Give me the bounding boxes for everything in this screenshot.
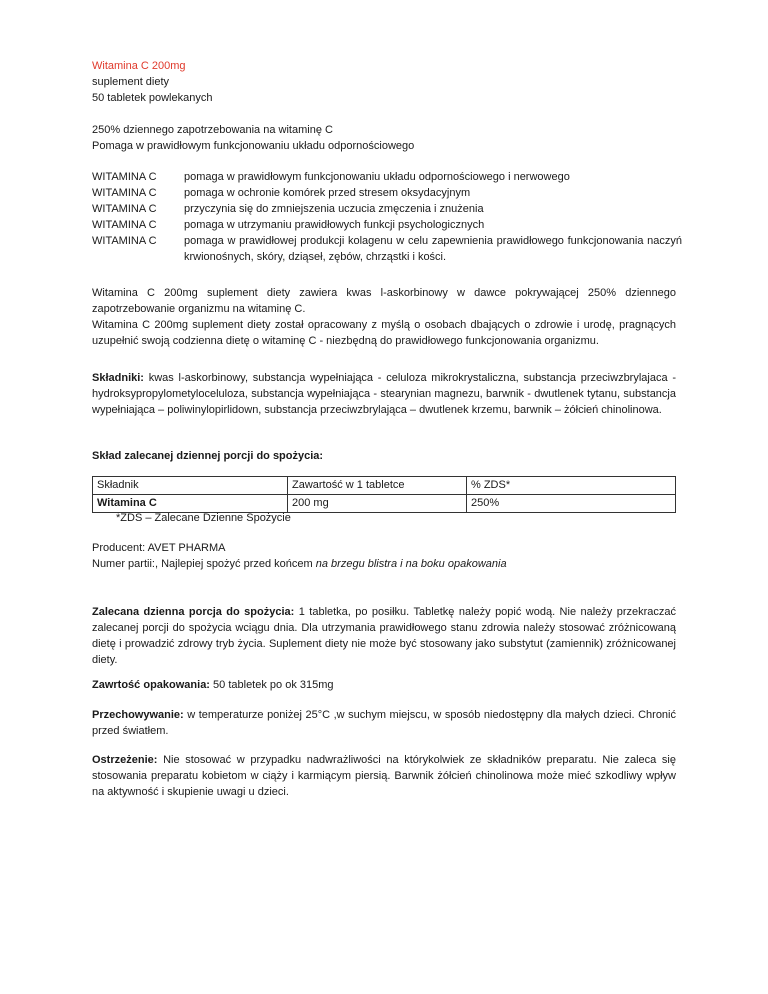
- batch-text: Numer partii:, Najlepiej spożyć przed końcem: [92, 558, 316, 570]
- table-cell: Witamina C: [93, 495, 288, 513]
- claim-row: [92, 169, 682, 185]
- claim-text: pomaga w ochronie komórek przed stresem oksydacyjnym: [184, 187, 471, 199]
- table-cell: 200 mg: [288, 495, 467, 513]
- intro-line-1: 250% dziennego zapotrzebowania na witaminę C: [92, 124, 333, 136]
- table-footnote: *ZDS – Zalecane Dzienne Spożycie: [116, 512, 291, 524]
- package-info: 50 tabletek powlekanych: [92, 92, 213, 104]
- product-name: Witamina C 200mg: [92, 60, 186, 72]
- composition-table: [92, 476, 676, 513]
- claim-row: [92, 233, 682, 265]
- contents-text: 50 tabletek po ok 315mg: [209, 679, 334, 691]
- description: [92, 285, 676, 349]
- dosage-label: Zalecana dzienna porcja do spożycia:: [92, 606, 295, 618]
- batch-location: na brzegu blistra i na boku opakowania: [315, 558, 507, 570]
- claim-label: WITAMINA C: [92, 187, 157, 199]
- claim-label: WITAMINA C: [92, 203, 157, 215]
- table-header-cell: % ZDS*: [467, 477, 676, 495]
- intro: [92, 122, 676, 154]
- claim-label: WITAMINA C: [92, 235, 157, 247]
- table-header-row: [93, 477, 676, 495]
- ingredients-label: Składniki:: [92, 372, 144, 384]
- composition-heading: Skład zalecanej dziennej porcji do spożycia:: [92, 450, 324, 462]
- health-claims: [92, 169, 682, 265]
- product-type: suplement diety: [92, 76, 170, 88]
- dosage: [92, 604, 676, 668]
- description-paragraph-1: Witamina C 200mg suplement diety zawiera kwas l-askorbinowy w dawce pokrywającej 250% dziennego zapotrzebowanie organizmu na witaminę C.: [92, 287, 676, 315]
- warning-label: Ostrzeżenie:: [92, 754, 158, 766]
- claim-label: WITAMINA C: [92, 219, 157, 231]
- claim-text: pomaga w utrzymaniu prawidłowych funkcji psychologicznych: [184, 219, 485, 231]
- table-header-cell: Zawartość w 1 tabletce: [288, 477, 467, 495]
- intro-line-2: Pomaga w prawidłowym funkcjonowaniu układu odpornościowego: [92, 140, 415, 152]
- claim-row: [92, 185, 682, 201]
- claim-row: [92, 217, 682, 233]
- table-header-cell: Składnik: [93, 477, 288, 495]
- claim-text: przyczynia się do zmniejszenia uczucia zmęczenia i znużenia: [184, 203, 484, 215]
- contents-label: Zawrtość opakowania:: [92, 679, 210, 691]
- ingredients-text: kwas l-askorbinowy, substancja wypełniająca - celuloza mikrokrystaliczna, substancja przeciwzbrylajaca - hydroksypropylometyloceluloza, substancja wypełniająca - stearynian magnezu, barwnik - dwutlenek tytanu, substancja wypełniająca – poliwinylopirlidown, substancja przeciwzbrylająca – dwutlenek krzemu, barwnik – żółcień chinolinowa.: [92, 372, 676, 416]
- warning-text: Nie stosować w przypadku nadwrażliwości na którykolwiek ze składników preparatu. Nie zaleca się stosowania preparatu kobietom w ciąży i karmiącym piersią. Barwnik żółcień chinolinowa może mieć szkodliwy wpływ na aktywność i skupienie uwagi u dzieci.: [92, 754, 676, 798]
- composition-heading-block: [92, 448, 676, 464]
- ingredients: [92, 370, 676, 418]
- producer-line: Producent: AVET PHARMA: [92, 542, 226, 554]
- storage-text: w temperaturze poniżej 25°C ,w suchym miejscu, w sposób niedostępny dla małych dzieci. Chronić przed światłem.: [92, 709, 676, 737]
- contents: [92, 677, 676, 693]
- dosage-text: 1 tabletka, po posiłku. Tabletkę należy popić wodą. Nie należy przekraczać zalecanej porcji do spożycia wciągu dnia. Dla utrzymania prawidłowego stanu zdrowia należy stosować zróżnicowaną dietę i prowadzić zdrowy tryb życia. Suplement diety nie może być stosowany jako substytut (zamiennik) zróżnicowanej diety.: [92, 606, 677, 666]
- claim-text: pomaga w prawidłowej produkcji kolagenu w celu zapewnienia prawidłowego funkcjonowania naczyń krwionośnych, skóry, dziąseł, zębów, chrząstki i kości.: [184, 235, 682, 263]
- storage-label: Przechowywanie:: [92, 709, 184, 721]
- claim-row: [92, 201, 682, 217]
- producer: [92, 540, 676, 572]
- claim-text: pomaga w prawidłowym funkcjonowaniu układu odpornościowego i nerwowego: [184, 171, 570, 183]
- storage: [92, 707, 676, 739]
- description-paragraph-2: Witamina C 200mg suplement diety został opracowany z myślą o osobach dbających o zdrowie i urodę, pragnących uzupełnić swoją codzienna dietę o witaminę C - niezbędną do prawidłowego funkcjonowania organizmu.: [92, 319, 676, 347]
- claim-label: WITAMINA C: [92, 171, 157, 183]
- table-cell: 250%: [467, 495, 676, 513]
- product-header: [92, 58, 676, 106]
- warning: [92, 752, 676, 800]
